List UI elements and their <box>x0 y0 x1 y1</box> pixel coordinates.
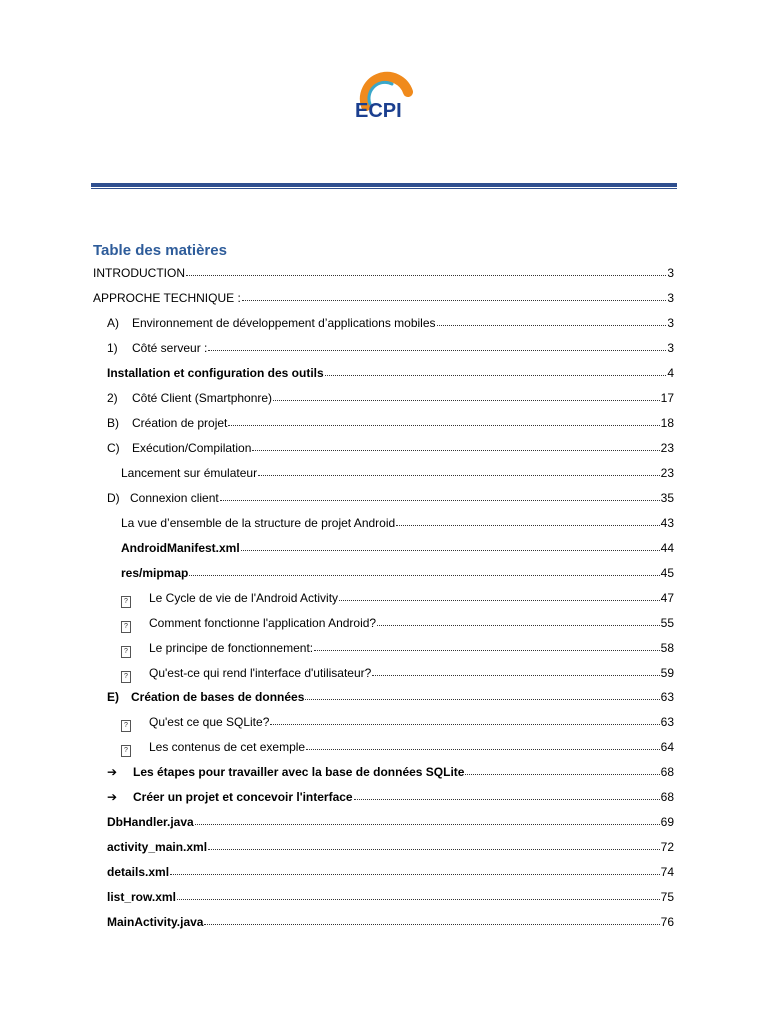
toc-entry-environnement[interactable] <box>107 314 674 332</box>
toc-entry-principe[interactable] <box>121 639 674 657</box>
toc-entry-number: B) <box>107 416 119 430</box>
toc-entry-label: Création de projet <box>132 416 228 430</box>
toc-entry-cote-serveur[interactable] <box>107 339 674 357</box>
toc-entry-page: 3 <box>667 291 674 305</box>
toc-entry-page: 3 <box>667 341 674 355</box>
toc-entry-label: Le Cycle de vie de l'Android Activity <box>149 591 339 605</box>
toc-entry-label: Les étapes pour travailler avec la base de données SQLite <box>133 765 465 779</box>
toc-entry-label: Côté serveur : <box>132 341 208 355</box>
toc-entry-number: C) <box>107 441 120 455</box>
toc-entry-label: Côté Client (Smartphonre) <box>132 391 273 405</box>
toc-entry-page: 68 <box>660 765 674 779</box>
missing-glyph-icon: ? <box>121 596 131 608</box>
toc-entry-page: 74 <box>660 865 674 879</box>
toc-entry-label: Création de bases de données <box>131 690 305 704</box>
toc-entry-page: 17 <box>660 391 674 405</box>
toc-entry-label: Connexion client <box>130 491 219 505</box>
missing-glyph-icon: ? <box>121 745 131 757</box>
toc-entry-page: 76 <box>660 915 674 929</box>
toc-entry-comment-fonctionne[interactable] <box>121 614 674 632</box>
toc-entry-label: res/mipmap <box>121 566 189 580</box>
toc-entry-label: AndroidManifest.xml <box>121 541 240 555</box>
toc-entry-label: APPROCHE TECHNIQUE : <box>93 291 241 305</box>
toc-entry-details[interactable] <box>107 863 674 881</box>
toc-entry-interface-utilisateur[interactable] <box>121 664 674 682</box>
toc-entry-label: Installation et configuration des outils <box>107 366 324 380</box>
toc-entry-res-mipmap[interactable] <box>121 564 674 582</box>
toc-entry-page: 64 <box>660 740 674 754</box>
toc-entry-label: La vue d’ensemble de la structure de projet Android <box>121 516 396 530</box>
toc-entry-page: 45 <box>660 566 674 580</box>
toc-entry-label: list_row.xml <box>107 890 176 904</box>
toc-entry-introduction[interactable] <box>93 264 674 282</box>
toc-entry-label: Les contenus de cet exemple <box>149 740 306 754</box>
toc-entry-vue-ensemble[interactable] <box>121 514 674 532</box>
toc-entry-page: 69 <box>660 815 674 829</box>
toc-entry-cote-client[interactable] <box>107 389 674 407</box>
toc-entry-approche-technique[interactable] <box>93 289 674 307</box>
toc-entry-page: 18 <box>660 416 674 430</box>
missing-glyph-icon: ? <box>121 646 131 658</box>
toc-entry-page: 4 <box>667 366 674 380</box>
toc-entry-label: Exécution/Compilation <box>132 441 252 455</box>
toc-entry-page: 35 <box>660 491 674 505</box>
toc-entry-etapes-sqlite[interactable] <box>107 763 674 781</box>
toc-entry-page: 63 <box>660 690 674 704</box>
toc-entry-label: Le principe de fonctionnement: <box>149 641 314 655</box>
toc-entry-page: 23 <box>660 441 674 455</box>
toc-entry-page: 75 <box>660 890 674 904</box>
toc-entry-number: D) <box>107 491 120 505</box>
toc-entry-page: 43 <box>660 516 674 530</box>
toc-entry-label: Créer un projet et concevoir l'interface <box>133 790 353 804</box>
toc-entry-sqlite[interactable] <box>121 713 674 731</box>
toc-entry-lancement[interactable] <box>121 464 674 482</box>
toc-entry-page: 3 <box>667 266 674 280</box>
toc-entry-label: MainActivity.java <box>107 915 204 929</box>
header-rule <box>91 183 677 189</box>
toc-entry-label: INTRODUCTION <box>93 266 185 280</box>
toc-entry-page: 68 <box>660 790 674 804</box>
toc-entry-page: 55 <box>660 616 674 630</box>
toc-entry-cycle-de-vie[interactable] <box>121 589 674 607</box>
toc-entry-list-row[interactable] <box>107 888 674 906</box>
toc-entry-androidmanifest[interactable] <box>121 539 674 557</box>
logo-text: ECPI <box>355 100 402 122</box>
toc-entry-creation-projet[interactable] <box>107 414 674 432</box>
toc-entry-page: 23 <box>660 466 674 480</box>
toc-title: Table des matières <box>93 242 227 259</box>
toc-entry-label: activity_main.xml <box>107 840 208 854</box>
arrow-right-icon: ➔ <box>107 790 118 804</box>
toc-entry-contenus[interactable] <box>121 738 674 756</box>
toc-entry-bases-de-donnees[interactable] <box>107 688 674 706</box>
missing-glyph-icon: ? <box>121 720 131 732</box>
toc-entry-dbhandler[interactable] <box>107 813 674 831</box>
ecpi-logo <box>346 62 422 124</box>
toc-entry-page: 47 <box>660 591 674 605</box>
toc-entry-page: 3 <box>667 316 674 330</box>
toc-entry-label: Comment fonctionne l'application Android? <box>149 616 377 630</box>
toc-entry-number: E) <box>107 690 119 704</box>
toc-entry-number: A) <box>107 316 119 330</box>
missing-glyph-icon: ? <box>121 621 131 633</box>
toc-entry-page: 72 <box>660 840 674 854</box>
toc-entry-installation[interactable] <box>107 364 674 382</box>
toc-entry-label: Environnement de développement d’applications mobiles <box>132 316 436 330</box>
toc-entry-page: 59 <box>660 666 674 680</box>
toc-entry-connexion-client[interactable] <box>107 489 674 507</box>
toc-entry-label: Qu'est ce que SQLite? <box>149 715 270 729</box>
toc-entry-mainactivity[interactable] <box>107 913 674 931</box>
toc-entry-creer-projet[interactable] <box>107 788 674 806</box>
toc-entry-label: DbHandler.java <box>107 815 194 829</box>
missing-glyph-icon: ? <box>121 671 131 683</box>
toc-entry-label: Qu'est-ce qui rend l'interface d'utilisateur? <box>149 666 372 680</box>
toc-entry-number: 2) <box>107 391 118 405</box>
toc-entry-activity-main[interactable] <box>107 838 674 856</box>
toc-entry-page: 58 <box>660 641 674 655</box>
toc-entry-page: 63 <box>660 715 674 729</box>
arrow-right-icon: ➔ <box>107 765 118 779</box>
toc-entry-number: 1) <box>107 341 118 355</box>
toc-entry-label: Lancement sur émulateur <box>121 466 258 480</box>
toc-entry-execution[interactable] <box>107 439 674 457</box>
ecpi-logo-mark <box>346 62 422 124</box>
toc-entry-page: 44 <box>660 541 674 555</box>
toc-entry-label: details.xml <box>107 865 170 879</box>
